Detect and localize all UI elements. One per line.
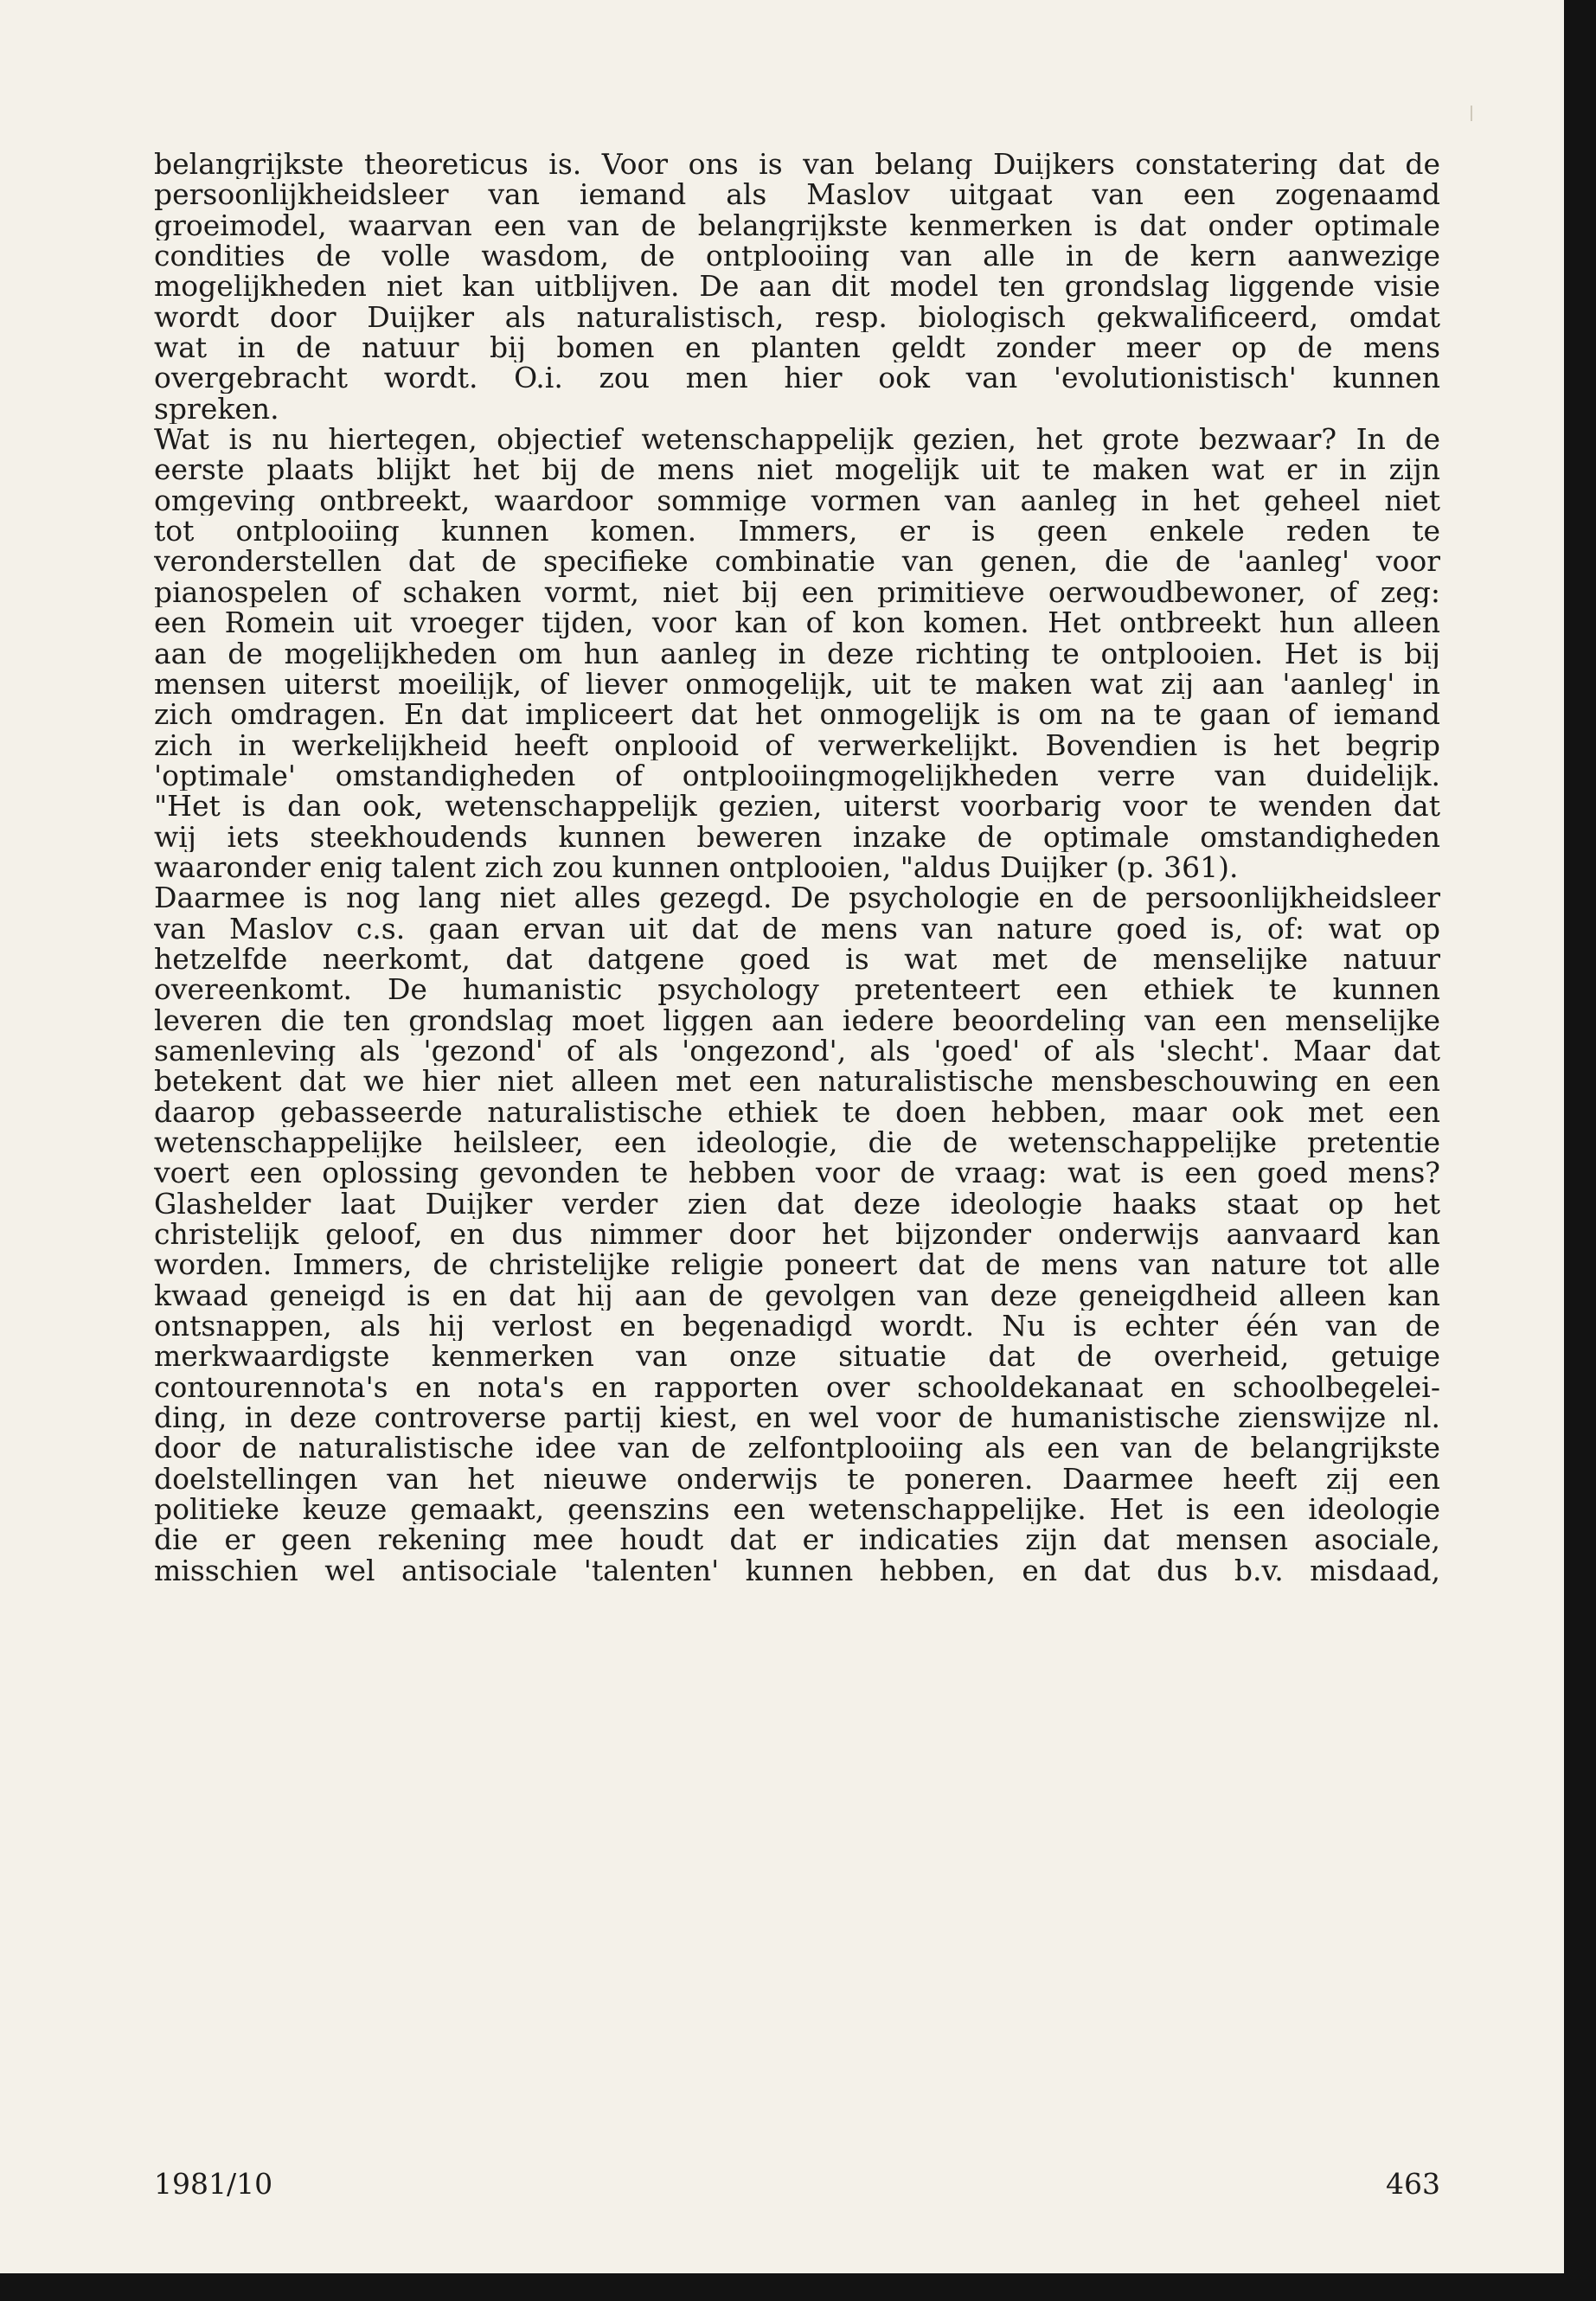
text-line: omgeving ontbreekt, waardoor sommige vormen van aanleg in het geheel niet	[154, 484, 1440, 516]
text-line: hetzelfde neerkomt, dat datgene goed is wat met de menselijke natuur	[154, 943, 1440, 975]
text-line: van Maslov c.s. gaan ervan uit dat de mens van nature goed is, of: wat op	[154, 913, 1440, 944]
text-line: overeenkomt. De humanistic psychology pretenteert een ethiek te kunnen	[154, 974, 1440, 1005]
text-line: "Het is dan ook, wetenschappelijk gezien, uiterst voorbarig voor te wenden dat	[154, 791, 1440, 822]
text-line: ding, in deze controverse partij kiest, en wel voor de humanistische zienswijze nl.	[154, 1402, 1440, 1433]
scan-speck	[1471, 106, 1472, 121]
body-text	[154, 149, 1440, 1586]
text-line: kwaad geneigd is en dat hij aan de gevolgen van deze geneigdheid alleen kan	[154, 1279, 1440, 1311]
text-line: christelijk geloof, en dus nimmer door het bijzonder onderwijs aanvaard kan	[154, 1219, 1440, 1250]
text-line: politieke keuze gemaakt, geenszins een wetenschappelijke. Het is een ideologie	[154, 1494, 1440, 1525]
text-line: mensen uiterst moeilijk, of liever onmogelijk, uit te maken wat zij aan 'aanleg' in	[154, 668, 1440, 700]
text-line: overgebracht wordt. O.i. zou men hier ook van 'evolutionistisch' kunnen	[154, 362, 1440, 394]
text-line: waaronder enig talent zich zou kunnen ontplooien, "aldus Duijker (p. 361).	[154, 851, 1239, 883]
text-line: samenleving als 'gezond' of als 'ongezond', als 'goed' of als 'slecht'. Maar dat	[154, 1035, 1440, 1067]
text-line: wat in de natuur bij bomen en planten geldt zonder meer op de mens	[154, 332, 1440, 363]
text-line: mogelijkheden niet kan uitblijven. De aan dit model ten grondslag liggende visie	[154, 271, 1440, 302]
text-line: contourennota's en nota's en rapporten over schooldekanaat en schoolbegelei-	[154, 1371, 1440, 1403]
text-line: wetenschappelijke heilsleer, een ideologie, die de wetenschappelijke pretentie	[154, 1127, 1440, 1158]
text-line: ontsnappen, als hij verlost en begenadigd wordt. Nu is echter één van de	[154, 1311, 1440, 1342]
text-line: wij iets steekhoudends kunnen beweren inzake de optimale omstandigheden	[154, 821, 1440, 852]
text-line: pianospelen of schaken vormt, niet bij een primitieve oerwoudbewoner, of zeg:	[154, 576, 1440, 608]
text-line: die er geen rekening mee houdt dat er indicaties zijn dat mensen asociale,	[154, 1524, 1440, 1555]
text-line: voert een oplossing gevonden te hebben voor de vraag: wat is een goed mens?	[154, 1157, 1440, 1189]
text-line: groeimodel, waarvan een van de belangrijkste kenmerken is dat onder optimale	[154, 209, 1440, 241]
text-line: veronderstellen dat de specifieke combinatie van genen, die de 'aanleg' voor	[154, 546, 1440, 577]
text-line: condities de volle wasdom, de ontplooiing van alle in de kern aanwezige	[154, 240, 1440, 272]
text-line: leveren die ten grondslag moet liggen aan iedere beoordeling van een menselijke	[154, 1004, 1440, 1035]
text-line: misschien wel antisociale 'talenten' kunnen hebben, en dat dus b.v. misdaad,	[154, 1554, 1440, 1586]
text-line: spreken.	[154, 393, 279, 425]
text-line: belangrijkste theoreticus is. Voor ons is van belang Duijkers constatering dat de	[154, 149, 1440, 180]
text-line: eerste plaats blijkt het bij de mens niet mogelijk uit te maken wat er in zijn	[154, 454, 1440, 485]
text-line: persoonlijkheidsleer van iemand als Maslov uitgaat van een zogenaamd	[154, 179, 1440, 210]
text-line: doelstellingen van het nieuwe onderwijs te poneren. Daarmee heeft zij een	[154, 1463, 1440, 1495]
text-line: tot ontplooiing kunnen komen. Immers, er is geen enkele reden te	[154, 516, 1440, 547]
text-line: Glashelder laat Duijker verder zien dat deze ideologie haaks staat op het	[154, 1188, 1440, 1220]
text-line: 'optimale' omstandigheden of ontplooiingmogelijkheden verre van duidelijk.	[154, 760, 1440, 792]
text-line: aan de mogelijkheden om hun aanleg in deze richting te ontplooien. Het is bij	[154, 638, 1440, 669]
text-line: merkwaardigste kenmerken van onze situatie dat de overheid, getuige	[154, 1341, 1440, 1372]
text-line: zich omdragen. En dat impliceert dat het onmogelijk is om na te gaan of iemand	[154, 699, 1440, 730]
text-line: Daarmee is nog lang niet alles gezegd. De psychologie en de persoonlijkheidsleer	[154, 882, 1440, 913]
issue-number: 1981/10	[154, 2167, 273, 2201]
text-line: Wat is nu hiertegen, objectief wetenschappelijk gezien, het grote bezwaar? In de	[154, 424, 1440, 455]
text-line: wordt door Duijker als naturalistisch, resp. biologisch gekwalificeerd, omdat	[154, 301, 1440, 333]
page-number: 463	[1386, 2167, 1440, 2201]
text-line: daarop gebasseerde naturalistische ethiek te doen hebben, maar ook met een	[154, 1096, 1440, 1127]
text-line: een Romein uit vroeger tijden, voor kan of kon komen. Het ontbreekt hun alleen	[154, 607, 1440, 638]
text-line: betekent dat we hier niet alleen met een naturalistische mensbeschouwing en een	[154, 1066, 1440, 1097]
text-line: door de naturalistische idee van de zelfontplooiing als een van de belangrijkste	[154, 1433, 1440, 1464]
text-line: zich in werkelijkheid heeft onplooid of verwerkelijkt. Bovendien is het begrip	[154, 729, 1440, 760]
text-line: worden. Immers, de christelijke religie poneert dat de mens van nature tot alle	[154, 1249, 1440, 1280]
